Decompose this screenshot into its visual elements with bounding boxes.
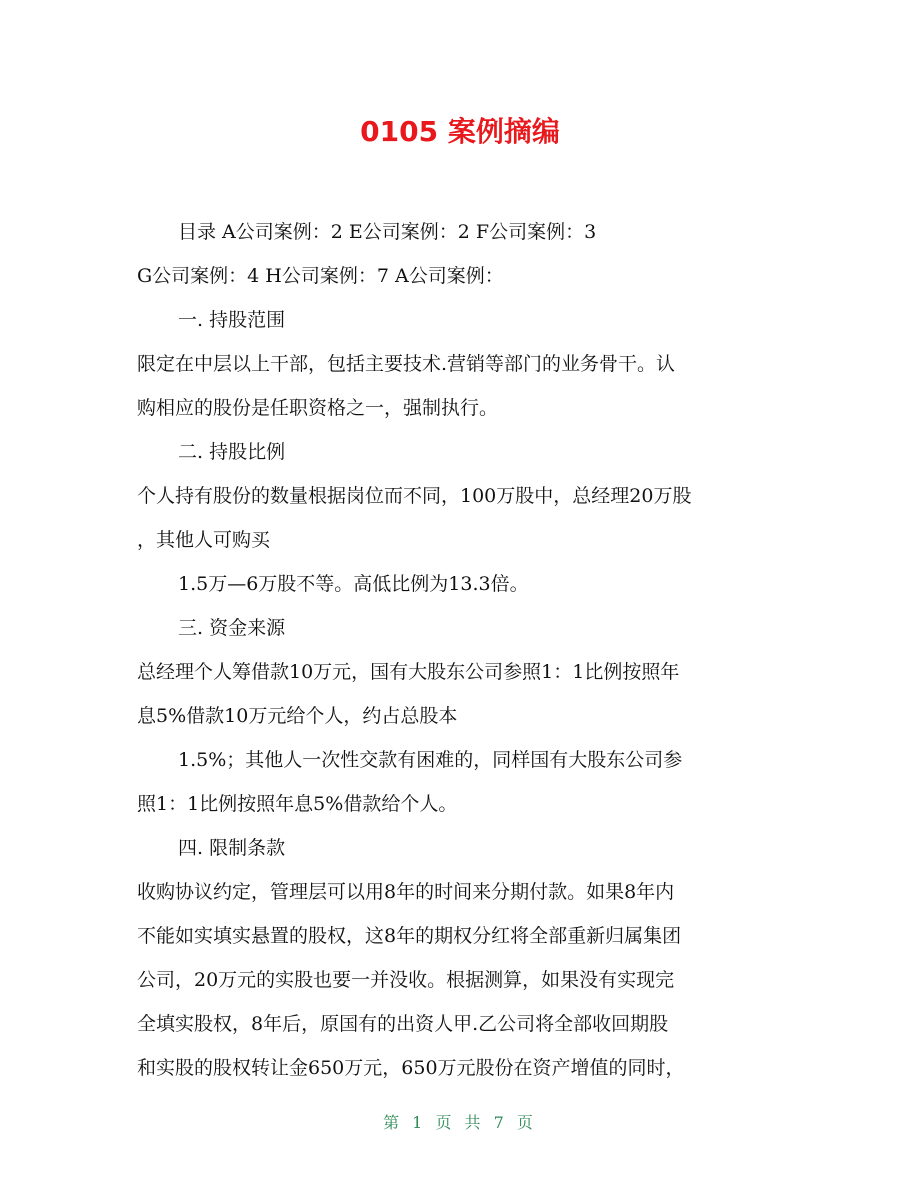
page-footer: 第 1 页 共 7 页 bbox=[383, 1113, 537, 1132]
paragraph-line: 全填实股权，8年后，原国有的出资人甲.乙公司将全部收回期股 bbox=[137, 1013, 669, 1035]
document-body bbox=[137, 210, 787, 1090]
paragraph-line: 公司，20万元的实股也要一并没收。根据测算，如果没有实现完 bbox=[137, 969, 675, 991]
section-heading-3: 三. 资金来源 bbox=[178, 617, 286, 639]
paragraph-line: 购相应的股份是任职资格之一，强制执行。 bbox=[137, 397, 499, 419]
document-title: 0105 案例摘编 bbox=[360, 115, 560, 148]
section-heading-1: 一. 持股范围 bbox=[178, 309, 286, 331]
paragraph-line: 总经理个人筹借款10万元，国有大股东公司参照1：1比例按照年 bbox=[137, 661, 680, 683]
paragraph-line: 不能如实填实悬置的股权，这8年的期权分红将全部重新归属集团 bbox=[137, 925, 682, 947]
paragraph-line: ，其他人可购买 bbox=[137, 529, 271, 551]
paragraph-line: 1.5万—6万股不等。高低比例为13.3倍。 bbox=[178, 573, 529, 595]
section-heading-2: 二. 持股比例 bbox=[178, 441, 286, 463]
toc-line-1: 目录 A公司案例：2 E公司案例：2 F公司案例：3 bbox=[178, 221, 597, 243]
paragraph-line: 照1：1比例按照年息5%借款给个人。 bbox=[137, 793, 458, 815]
paragraph-line: 个人持有股份的数量根据岗位而不同，100万股中，总经理20万股 bbox=[137, 485, 692, 507]
paragraph-line: 1.5%；其他人一次性交款有困难的，同样国有大股东公司参 bbox=[178, 749, 683, 771]
paragraph-line: 息5%借款10万元给个人，约占总股本 bbox=[137, 705, 458, 727]
toc-line-2: G公司案例：4 H公司案例：7 A公司案例： bbox=[137, 265, 504, 287]
paragraph-line: 收购协议约定，管理层可以用8年的时间来分期付款。如果8年内 bbox=[137, 881, 675, 903]
paragraph-line: 限定在中层以上干部，包括主要技术.营销等部门的业务骨干。认 bbox=[137, 353, 676, 375]
section-heading-4: 四. 限制条款 bbox=[178, 837, 286, 859]
paragraph-line: 和实股的股权转让金650万元，650万元股份在资产增值的同时， bbox=[137, 1057, 685, 1079]
